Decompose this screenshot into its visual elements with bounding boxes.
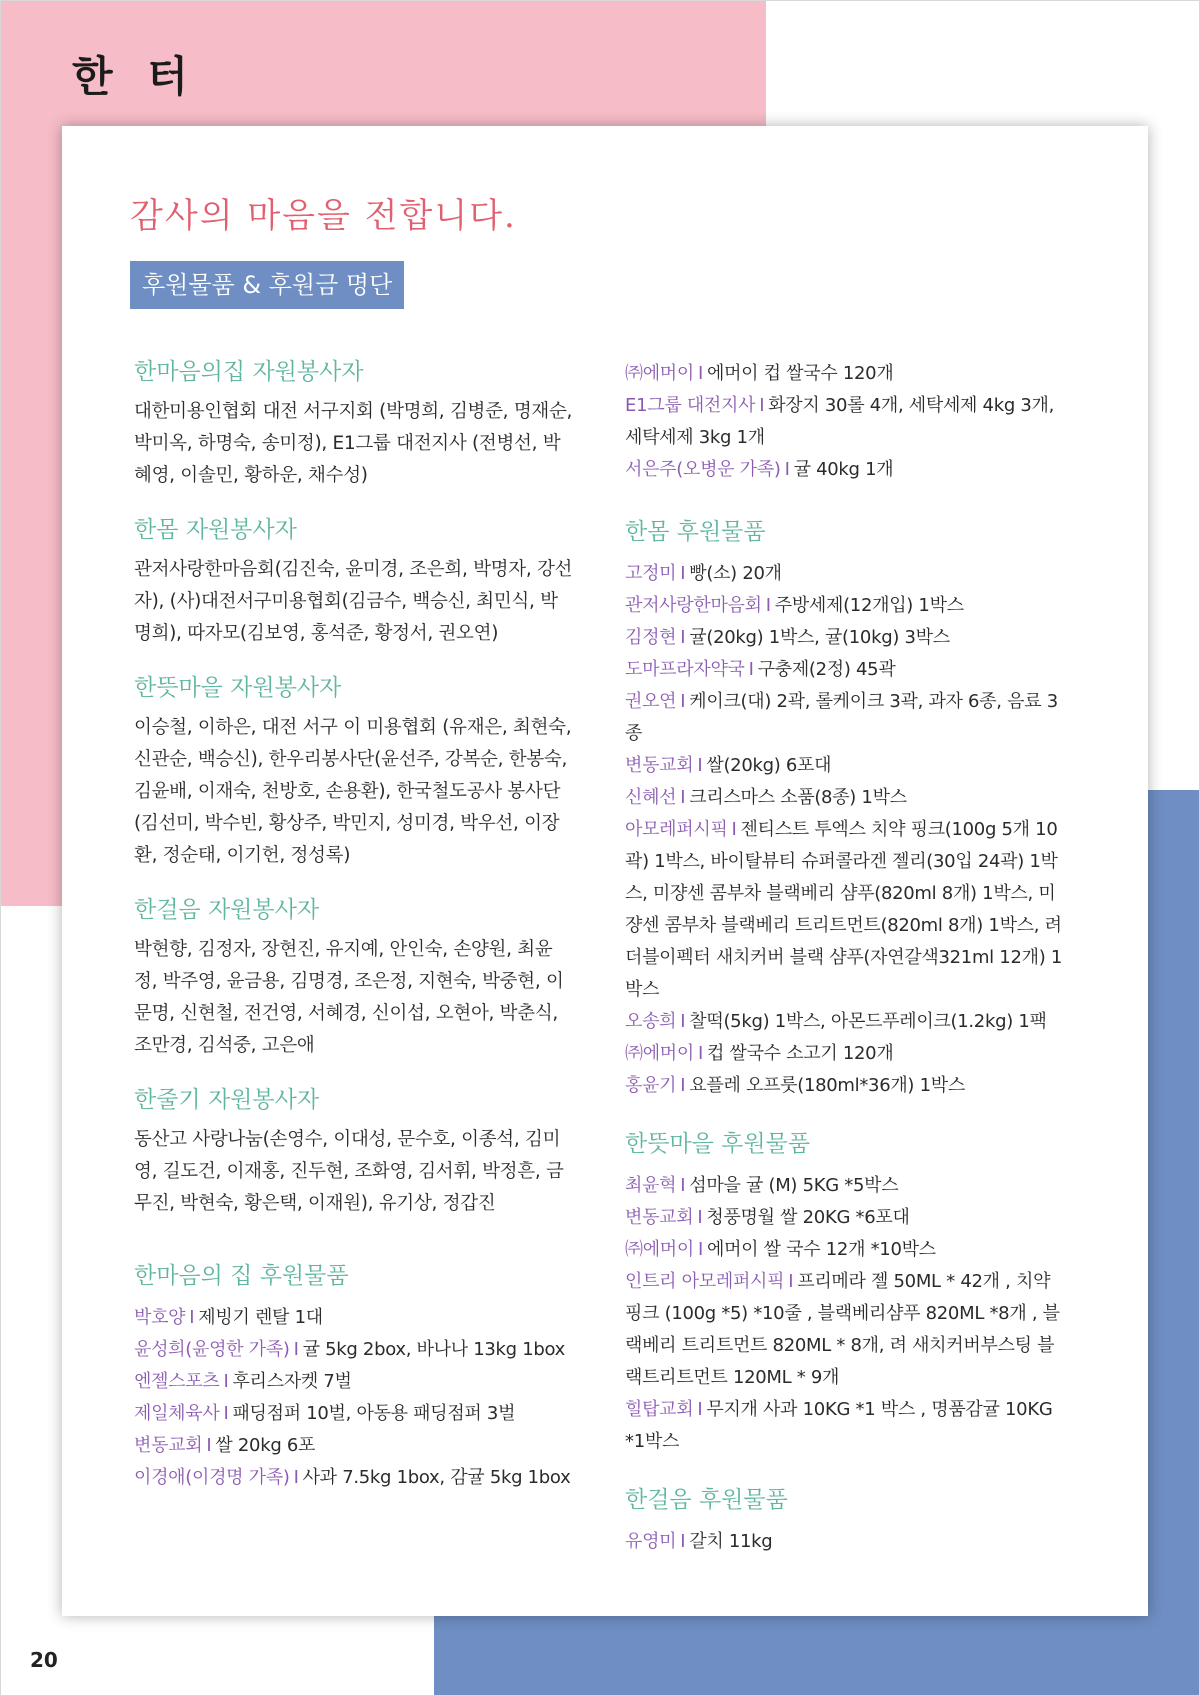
donation-item xyxy=(625,390,1065,454)
separator: I xyxy=(759,395,765,416)
page-number: 20 xyxy=(30,1648,58,1672)
donation-item xyxy=(625,1070,1065,1102)
volunteer-section xyxy=(134,356,574,492)
donor-name: 이경애(이경명 가족) xyxy=(134,1467,290,1488)
donation-item xyxy=(625,622,1065,654)
section-title: 한걸음 후원물품 xyxy=(625,1487,788,1513)
separator: I xyxy=(697,1239,703,1260)
separator: I xyxy=(680,1075,686,1096)
section-title: 한몸 자원봉사자 xyxy=(134,517,297,543)
section-text: 동산고 사랑나눔(손영수, 이대성, 문수호, 이종석, 김미영, 길도건, 이재홍, 진두현, 조화영, 김서휘, 박정흔, 금무진, 박현숙, 황은택, 이재원), 유기상, 정갑진 xyxy=(134,1129,564,1214)
separator: I xyxy=(697,1207,703,1228)
donation-section xyxy=(625,1128,1065,1458)
donation-item xyxy=(625,782,1065,814)
donation-desc: 컵 쌀국수 소고기 120개 xyxy=(706,1043,894,1064)
donation-desc: 에머이 컵 쌀국수 120개 xyxy=(706,363,894,384)
donation-item xyxy=(625,1006,1065,1038)
donation-desc: 무지개 사과 10KG *1 박스 , 명품감귤 10KG *1박스 xyxy=(625,1399,1053,1452)
donor-name: 오송희 xyxy=(625,1011,677,1032)
donation-item xyxy=(134,1366,574,1398)
separator: I xyxy=(697,1399,703,1420)
donation-desc: 구충제(2정) 45곽 xyxy=(757,659,896,680)
separator: I xyxy=(293,1467,299,1488)
donation-item xyxy=(625,1266,1065,1394)
separator: I xyxy=(697,363,703,384)
donation-item xyxy=(625,1170,1065,1202)
donor-name: 홍윤기 xyxy=(625,1075,677,1096)
donation-list xyxy=(625,1526,1065,1558)
donation-item xyxy=(134,1430,574,1462)
section-title: 한뜻마을 자원봉사자 xyxy=(134,675,342,701)
donation-desc: 귤(20kg) 1박스, 귤(10kg) 3박스 xyxy=(689,627,950,648)
donation-desc: 갈치 11kg xyxy=(689,1531,773,1552)
donor-name: 아모레퍼시픽 xyxy=(625,819,728,840)
donation-section xyxy=(134,1260,574,1494)
section-title: 한걸음 자원봉사자 xyxy=(134,897,320,923)
donor-name: 변동교회 xyxy=(625,1207,694,1228)
volunteer-section xyxy=(134,514,574,650)
donation-item xyxy=(625,1526,1065,1558)
separator: I xyxy=(223,1403,229,1424)
separator: I xyxy=(748,659,754,680)
donor-name: 엔젤스포츠 xyxy=(134,1371,220,1392)
donor-name: 서은주(오병운 가족) xyxy=(625,459,781,480)
donation-desc: 빵(소) 20개 xyxy=(689,563,782,584)
separator: I xyxy=(788,1271,794,1292)
donation-section xyxy=(625,1484,1065,1558)
donation-item xyxy=(625,654,1065,686)
separator: I xyxy=(697,755,703,776)
volunteer-section xyxy=(134,1084,574,1220)
donation-list xyxy=(134,1302,574,1494)
donation-item xyxy=(625,1202,1065,1234)
separator: I xyxy=(680,1011,686,1032)
right-column xyxy=(625,358,1065,1558)
donation-list xyxy=(625,1170,1065,1458)
section-title: 한몸 후원물품 xyxy=(625,519,766,545)
donation-item xyxy=(134,1334,574,1366)
section-title: 한줄기 자원봉사자 xyxy=(134,1087,320,1113)
donation-desc: 패딩점퍼 10벌, 아동용 패딩점퍼 3벌 xyxy=(232,1403,516,1424)
donation-desc: 화장지 30롤 4개, 세탁세제 4kg 3개, 세탁세제 3kg 1개 xyxy=(625,395,1055,448)
separator: I xyxy=(765,595,771,616)
donation-desc: 주방세제(12개입) 1박스 xyxy=(774,595,964,616)
donation-item xyxy=(625,590,1065,622)
donation-item xyxy=(625,686,1065,750)
donor-name: ㈜에머이 xyxy=(625,1043,694,1064)
separator: I xyxy=(680,1175,686,1196)
section-title: 한마음의집 자원봉사자 xyxy=(134,359,364,385)
magazine-header-title: 한 터 xyxy=(72,52,198,101)
donation-desc: 에머이 쌀 국수 12개 *10박스 xyxy=(706,1239,936,1260)
donor-name: ㈜에머이 xyxy=(625,363,694,384)
donor-name: 박호양 xyxy=(134,1307,186,1328)
donor-name: ㈜에머이 xyxy=(625,1239,694,1260)
donation-item xyxy=(625,814,1065,1006)
donation-desc: 프리메라 젤 50ML * 42개 , 치약 핑크 (100g *5) *10줄 , 블랙베리샴푸 820ML *8개 , 블랙베리 트리트먼트 820ML * 8개, 려 새치커버부스팅 블랙트리트먼트 120ML * 9개 xyxy=(625,1271,1060,1388)
donation-desc: 청풍명월 쌀 20KG *6포대 xyxy=(706,1207,910,1228)
separator: I xyxy=(784,459,790,480)
donor-name: 유영미 xyxy=(625,1531,677,1552)
donation-item xyxy=(134,1398,574,1430)
donation-item xyxy=(625,558,1065,590)
separator: I xyxy=(680,1531,686,1552)
donation-item xyxy=(625,358,1065,390)
separator: I xyxy=(293,1339,299,1360)
donor-name: 신혜선 xyxy=(625,787,677,808)
donor-name: 고정미 xyxy=(625,563,677,584)
donation-desc: 찰떡(5kg) 1박스, 아몬드푸레이크(1.2kg) 1팩 xyxy=(689,1011,1047,1032)
donation-desc: 제빙기 렌탈 1대 xyxy=(198,1307,323,1328)
donor-name: 인트리 아모레퍼시픽 xyxy=(625,1271,785,1292)
separator: I xyxy=(680,563,686,584)
donation-item xyxy=(625,1394,1065,1458)
donor-name: 권오연 xyxy=(625,691,677,712)
donation-item xyxy=(625,1038,1065,1070)
donation-item xyxy=(625,454,1065,486)
donation-desc: 쌀 20kg 6포 xyxy=(215,1435,316,1456)
content-card xyxy=(62,126,1148,1616)
donor-name: 최윤혁 xyxy=(625,1175,677,1196)
section-title: 한뜻마을 후원물품 xyxy=(625,1131,811,1157)
volunteer-section xyxy=(134,894,574,1062)
donation-desc: 케이크(대) 2곽, 롤케이크 3곽, 과자 6종, 음료 3종 xyxy=(625,691,1058,744)
donor-name: 변동교회 xyxy=(625,755,694,776)
donation-desc: 섬마을 귤 (M) 5KG *5박스 xyxy=(689,1175,899,1196)
separator: I xyxy=(697,1043,703,1064)
separator: I xyxy=(680,787,686,808)
donation-section xyxy=(625,516,1065,1102)
separator: I xyxy=(189,1307,195,1328)
subtitle-banner: 후원물품 & 후원금 명단 xyxy=(130,261,404,309)
separator: I xyxy=(731,819,737,840)
donor-name: 변동교회 xyxy=(134,1435,203,1456)
section-text: 박현향, 김정자, 장현진, 유지예, 안인숙, 손양원, 최윤정, 박주영, 윤금용, 김명경, 조은정, 지현숙, 박중현, 이문명, 신현철, 전건영, 서혜경, 신이섭, 오현아, 박춘식, 조만경, 김석중, 고은애 xyxy=(134,939,564,1056)
donation-item xyxy=(134,1302,574,1334)
donation-list xyxy=(625,558,1065,1102)
donation-desc: 후리스자켓 7벌 xyxy=(232,1371,352,1392)
left-column xyxy=(134,356,574,1494)
donor-name: 김정현 xyxy=(625,627,677,648)
donation-desc: 귤 40kg 1개 xyxy=(793,459,894,480)
donor-name: 제일체육사 xyxy=(134,1403,220,1424)
separator: I xyxy=(680,691,686,712)
donor-name: 도마프라자약국 xyxy=(625,659,745,680)
donation-list-continued xyxy=(625,358,1065,486)
donation-item xyxy=(625,1234,1065,1266)
section-title: 한마음의 집 후원물품 xyxy=(134,1263,349,1289)
donation-item xyxy=(625,750,1065,782)
section-text: 관저사랑한마음회(김진숙, 윤미경, 조은희, 박명자, 강선자), (사)대전서구미용협회(김금수, 백승신, 최민식, 박명희), 따자모(김보영, 홍석준, 황정서, 권오연) xyxy=(134,559,573,644)
donation-item xyxy=(134,1462,574,1494)
donation-desc: 크리스마스 소품(8종) 1박스 xyxy=(689,787,907,808)
section-text: 이승철, 이하은, 대전 서구 이 미용협회 (유재은, 최현숙, 신관순, 백승신), 한우리봉사단(윤선주, 강복순, 한봉숙, 김윤배, 이재숙, 천방호, 손용환), 한국철도공사 봉사단(김선미, 박수빈, 황상주, 박민지, 성미경, 박우선, 이장환, 정순태, 이기헌, 정성록) xyxy=(134,717,572,866)
donation-desc: 귤 5kg 2box, 바나나 13kg 1box xyxy=(302,1339,566,1360)
separator: I xyxy=(206,1435,212,1456)
section-text: 대한미용인협회 대전 서구지회 (박명희, 김병준, 명재순, 박미옥, 하명숙, 송미정), E1그룹 대전지사 (전병선, 박혜영, 이솔민, 황하운, 채수성) xyxy=(134,401,573,486)
main-title: 감사의 마음을 전합니다. xyxy=(130,196,517,236)
donation-desc: 요플레 오프룻(180ml*36개) 1박스 xyxy=(689,1075,965,1096)
donation-desc: 사과 7.5kg 1box, 감귤 5kg 1box xyxy=(302,1467,571,1488)
donor-name: 관저사랑한마음회 xyxy=(625,595,762,616)
separator: I xyxy=(223,1371,229,1392)
donor-name: E1그룹 대전지사 xyxy=(625,395,756,416)
volunteer-section xyxy=(134,672,574,872)
donation-desc: 젠티스트 투엑스 치약 핑크(100g 5개 10곽) 1박스, 바이탈뷰티 슈퍼콜라겐 젤리(30입 24곽) 1박스, 미쟝센 콤부차 블랙베리 샴푸(820ml 8개) 1박스, 미쟝센 콤부차 블랙베리 트리트먼트(820ml 8개) 1박스, 려 더블이펙터 새치커버 블랙 샴푸(자연갈색321ml 12개) 1박스 xyxy=(625,819,1062,1000)
donor-name: 윤성희(윤영한 가족) xyxy=(134,1339,290,1360)
donation-desc: 쌀(20kg) 6포대 xyxy=(706,755,832,776)
separator: I xyxy=(680,627,686,648)
donor-name: 힐탑교회 xyxy=(625,1399,694,1420)
